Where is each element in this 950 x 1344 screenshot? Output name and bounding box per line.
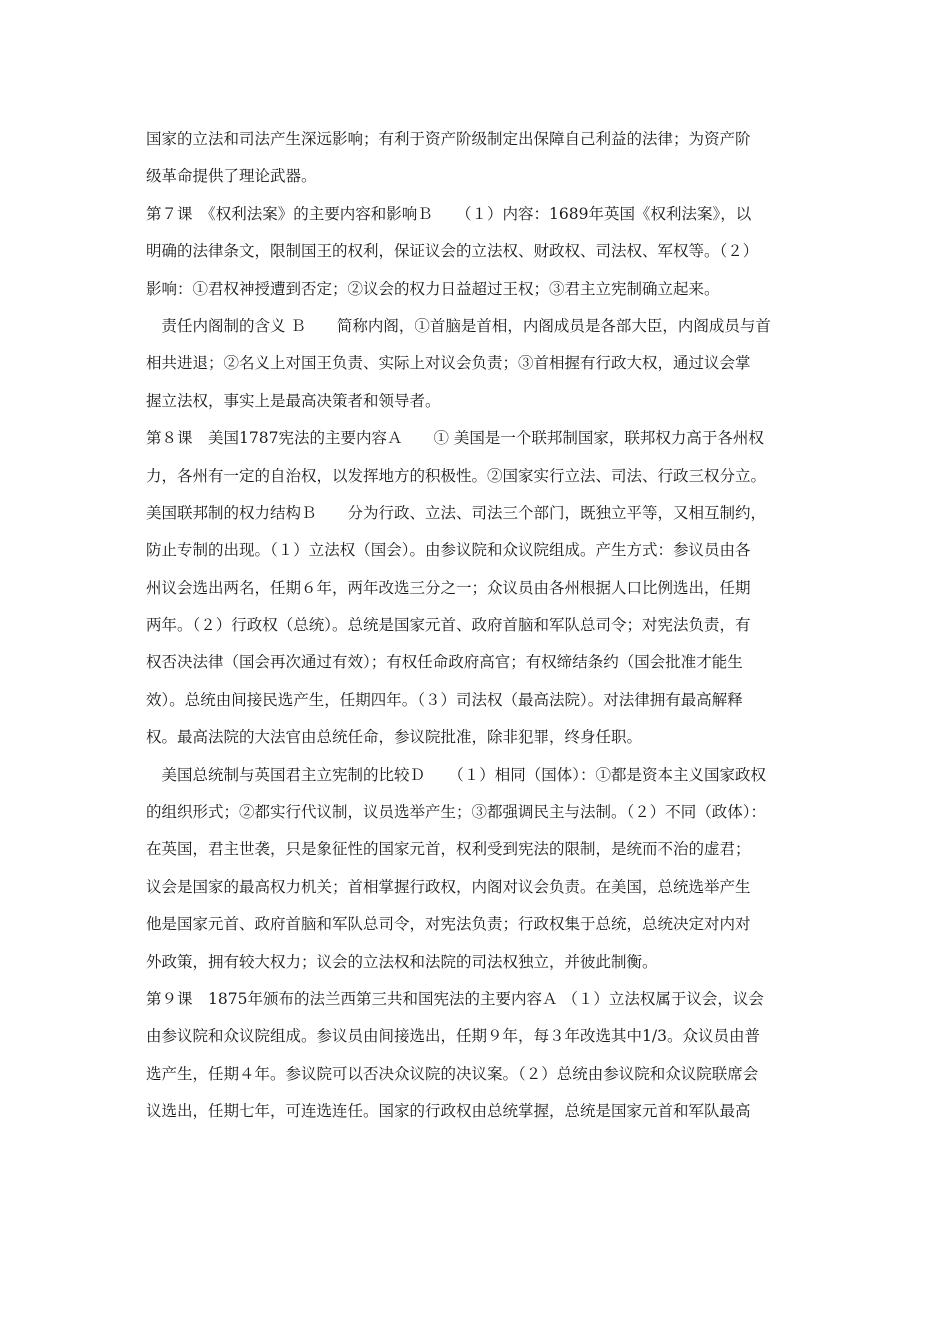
text-line: 在英国，君主世袭，只是象征性的国家元首，权利受到宪法的限制，是统而不治的虚君； <box>146 840 751 859</box>
text-line: 效）。总统由间接民选产生，任期四年。（３）司法权（最高法院）。对法律拥有最高解释 <box>146 690 743 709</box>
text-line: 国家的立法和司法产生深远影响；有利于资产阶级制定出保障自己利益的法律；为资产阶 <box>146 130 751 148</box>
text-line: 他是国家元首、政府首脑和军队总司令，对宪法负责；行政权集于总统，总统决定对内对 <box>146 915 751 934</box>
text-line: 相共进退；②名义上对国王负责、实际上对议会负责；③首相握有行政大权，通过议会掌 <box>146 354 751 373</box>
text-line: 选产生，任期４年。参议院可以否决众议院的决议案。（２）总统由参议院和众议院联席会 <box>146 1064 759 1083</box>
text-line: 第７课 《权利法案》的主要内容和影响Ｂ （１）内容：1689年英国《权利法案》，以 <box>146 204 752 223</box>
document-body <box>146 121 826 1131</box>
text-line: 议选出，任期七年，可连选连任。国家的行政权由总统掌握，总统是国家元首和军队最高 <box>146 1102 751 1121</box>
text-line: 两年。（２）行政权（总统）。总统是国家元首、政府首脑和军队总司令；对宪法负责，有 <box>146 616 751 635</box>
text-line: 第８课 美国1787宪法的主要内容Ａ ① 美国是一个联邦制国家，联邦权力高于各州权 <box>146 429 764 448</box>
text-line: 外政策，拥有较大权力；议会的立法权和法院的司法权独立，并彼此制衡。 <box>146 952 658 971</box>
text-line: 权否决法律（国会再次通过有效）；有权任命政府高官；有权缔结条约（国会批准才能生 <box>146 653 743 672</box>
text-line: 责任内阁制的含义 Ｂ 简称内阁，①首脑是首相，内阁成员是各部大臣，内阁成员与首 <box>146 316 771 335</box>
text-line: 力，各州有一定的自治权，以发挥地方的积极性。②国家实行立法、司法、行政三权分立。 <box>146 466 767 485</box>
text-line: 级革命提供了理论武器。 <box>146 167 317 186</box>
text-line: 由参议院和众议院组成。参议员由间接选出，任期９年，每３年改选其中1/3。众议员由普 <box>146 1027 760 1046</box>
text-line: 议会是国家的最高权力机关；首相掌握行政权，内阁对议会负责。在美国，总统选举产生 <box>146 877 751 896</box>
text-line: 美国总统制与英国君主立宪制的比较Ｄ （１）相同（国体）：①都是资本主义国家政权 <box>146 765 767 784</box>
text-line: 防止专制的出现。（１）立法权（国会）。由参议院和众议院组成。产生方式：参议员由各 <box>146 541 751 560</box>
text-line: 美国联邦制的权力结构Ｂ 分为行政、立法、司法三个部门，既独立平等，又相互制约， <box>146 503 767 522</box>
text-line: 第９课 1875年颁布的法兰西第三共和国宪法的主要内容Ａ （１）立法权属于议会，议会 <box>146 989 764 1008</box>
text-line: 明确的法律条文，限制国王的权利，保证议会的立法权、财政权、司法权、军权等。（２） <box>146 242 759 261</box>
text-line: 影响：①君权神授遭到否定；②议会的权力日益超过王权；③君主立宪制确立起来。 <box>146 279 720 298</box>
text-line: 权。最高法院的大法官由总统任命，参议院批准，除非犯罪，终身任职。 <box>146 728 643 747</box>
text-line: 握立法权，事实上是最高决策者和领导者。 <box>146 391 441 410</box>
text-line: 州议会选出两名，任期６年，两年改选三分之一；众议员由各州根据人口比例选出，任期 <box>146 578 751 597</box>
text-line: 的组织形式；②都实行代议制，议员选举产生；③都强调民主与法制。（２）不同（政体）： <box>146 803 767 822</box>
